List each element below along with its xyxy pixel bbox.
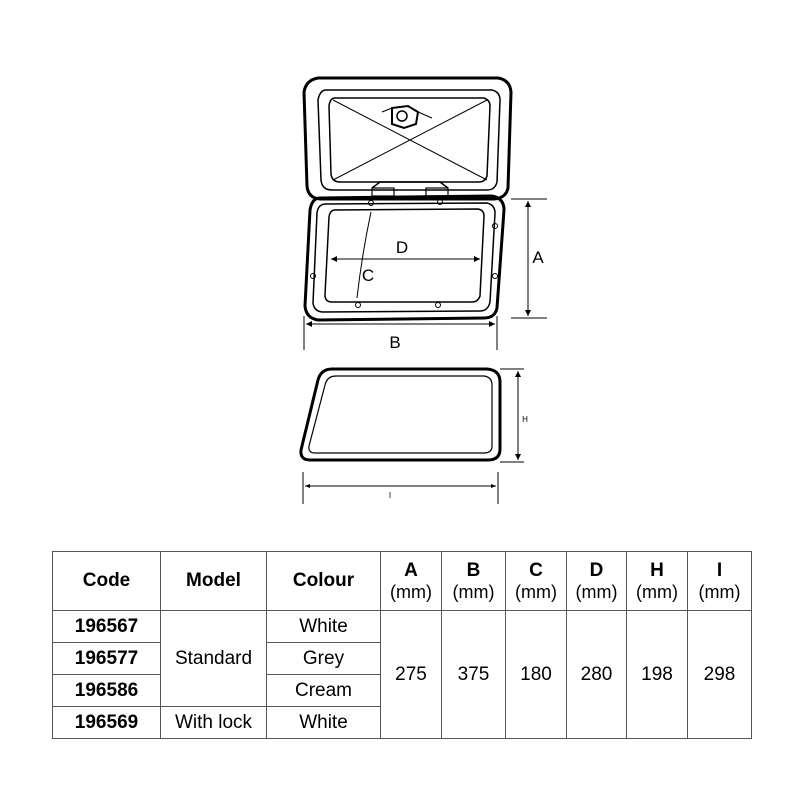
dimension-a bbox=[511, 199, 547, 318]
hatch-lid bbox=[304, 78, 511, 199]
lock-icon bbox=[382, 106, 432, 128]
colour-cell: White bbox=[267, 611, 381, 643]
product-code: 196586 bbox=[53, 675, 161, 707]
dimension-d-value: 280 bbox=[567, 611, 627, 739]
table-row bbox=[53, 611, 752, 643]
dimension-b-value: 375 bbox=[442, 611, 506, 739]
dimension-h-value: 198 bbox=[627, 611, 688, 739]
dimension-i-value: 298 bbox=[688, 611, 752, 739]
dimension-a-label: A bbox=[532, 248, 544, 267]
product-code: 196569 bbox=[53, 707, 161, 739]
column-header-i: I (mm) bbox=[688, 552, 752, 611]
dimension-b bbox=[304, 316, 497, 352]
colour-cell: Cream bbox=[267, 675, 381, 707]
spec-table bbox=[52, 551, 752, 739]
product-code: 196567 bbox=[53, 611, 161, 643]
column-header-d: D (mm) bbox=[567, 552, 627, 611]
hatch-side-view bbox=[301, 369, 500, 460]
dimension-d-label: D bbox=[395, 238, 409, 257]
product-code: 196577 bbox=[53, 643, 161, 675]
dimension-c-value: 180 bbox=[506, 611, 567, 739]
dimension-b-label: B bbox=[389, 333, 401, 352]
column-header-code: Code bbox=[53, 552, 161, 611]
dimension-c bbox=[357, 212, 374, 298]
dimension-h-label: H bbox=[522, 415, 528, 424]
table-header-row bbox=[53, 552, 752, 611]
dimension-d bbox=[331, 238, 480, 262]
colour-cell: Grey bbox=[267, 643, 381, 675]
column-header-b: B (mm) bbox=[442, 552, 506, 611]
colour-cell: White bbox=[267, 707, 381, 739]
column-header-colour: Colour bbox=[267, 552, 381, 611]
column-header-c: C (mm) bbox=[506, 552, 567, 611]
dimension-h bbox=[500, 369, 528, 462]
dimension-i bbox=[303, 472, 498, 504]
model-cell: Standard bbox=[161, 611, 267, 707]
column-header-model: Model bbox=[161, 552, 267, 611]
dimension-a-value: 275 bbox=[381, 611, 442, 739]
column-header-a: A (mm) bbox=[381, 552, 442, 611]
model-cell: With lock bbox=[161, 707, 267, 739]
dimension-c-label: C bbox=[361, 266, 375, 285]
dimension-i-label: I bbox=[388, 491, 392, 500]
column-header-h: H (mm) bbox=[627, 552, 688, 611]
